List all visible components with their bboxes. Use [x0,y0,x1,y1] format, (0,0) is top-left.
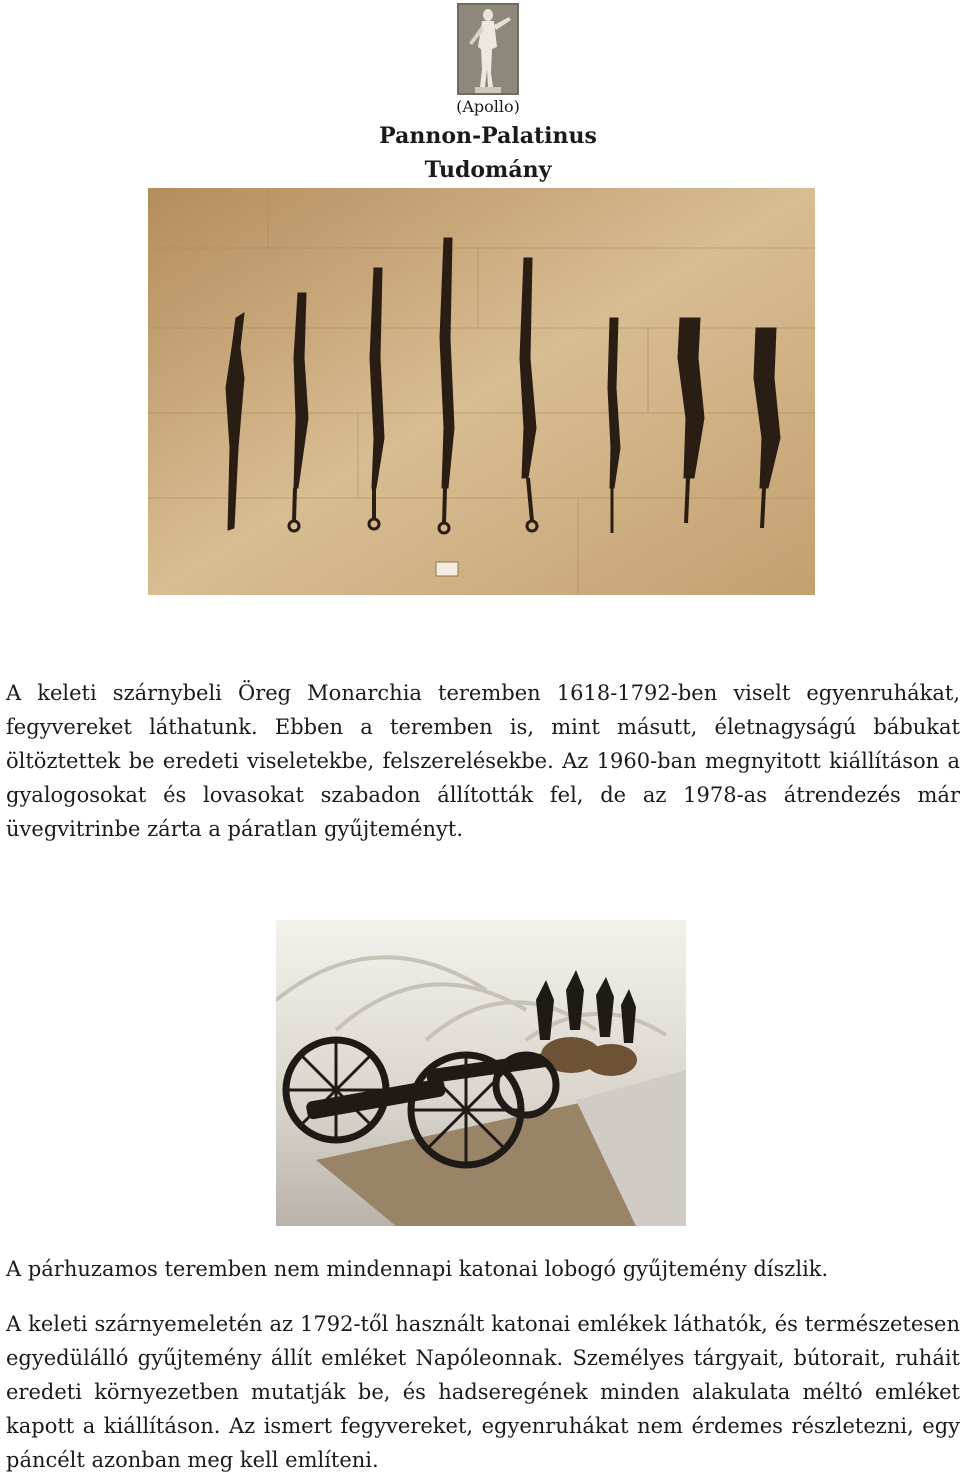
page-title: Pannon-Palatinus [379,123,597,149]
page-subtitle: Tudomány [424,157,552,183]
paragraph-flag-collection: A párhuzamos teremben nem mindennapi katonai lobogó gyűjtemény díszlik. [6,1257,829,1281]
apollo-statue-image [457,3,519,95]
statue-caption: (Apollo) [456,97,520,116]
paragraph-old-monarchy-hall: A keleti szárnybeli Öreg Monarchia teremben 1618-1792-ben viselt egyenruhákat, fegyvereket láthatunk. Ebben a teremben is, mint másutt, életnagyságú bábukat öltöztettek be eredeti viseletekbe, felszerelésekbe. Az 1960-ban megnyitott kiállításon a gyalogosokat és lovasokat szabadon állították fel, de az 1978-as átrendezés már üvegvitrinbe zárta a páratlan gyűjteményt. [6,681,960,841]
weapons-photo [148,188,815,595]
paragraph-napoleon-collection: A keleti szárnyemeletén az 1792-től használt katonai emlékek láthatók, és természetesen egyedülálló gyűjtemény állít emléket Napóleonnak. Személyes tárgyait, bútorait, ruháit eredeti környezetben mutatják be, és hadseregének minden alakulata méltó emléket kapott a kiállításon. Az ismert fegyvereket, egyenruhákat nem érdemes részletezni, egy páncélt azonban meg kell említeni. [6,1312,960,1472]
cannons-photo [276,920,686,1226]
